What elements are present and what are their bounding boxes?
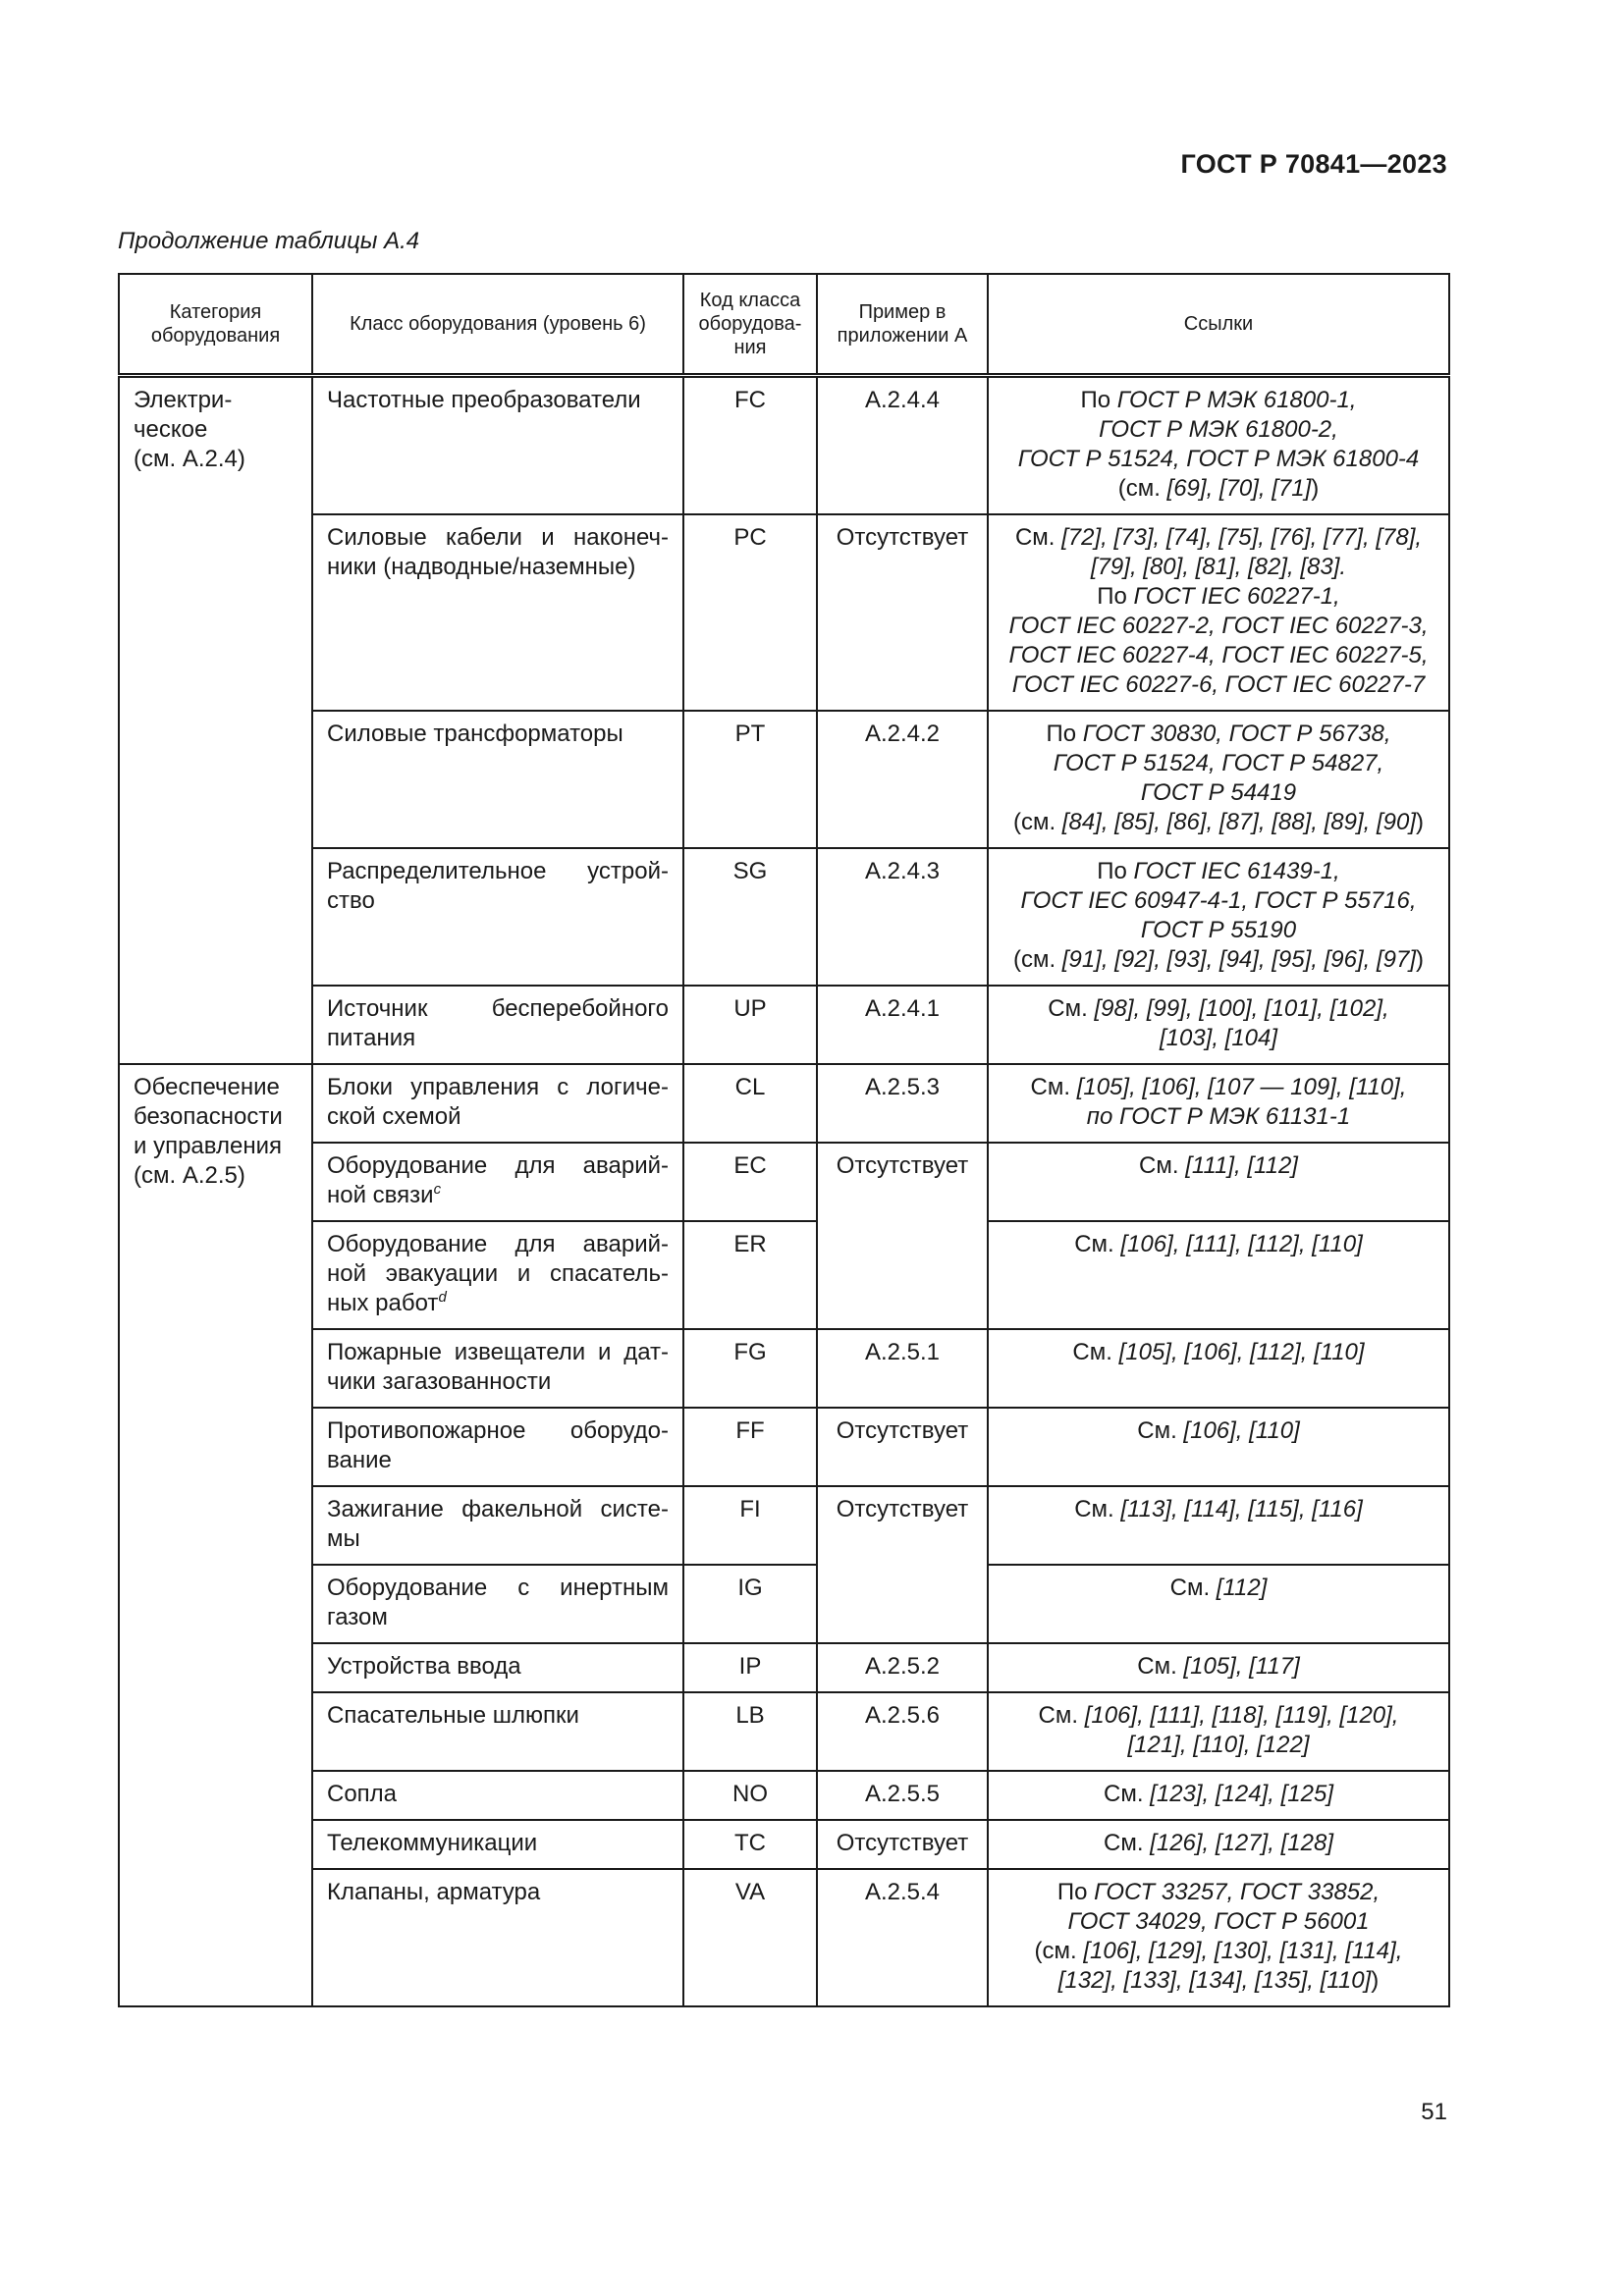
equipment-class-cell xyxy=(312,1643,683,1692)
table-row xyxy=(119,1820,1449,1869)
reference-line xyxy=(1002,808,1435,837)
table-row xyxy=(119,514,1449,711)
reference-line xyxy=(1002,1024,1435,1053)
table-row xyxy=(119,1408,1449,1486)
references-cell xyxy=(988,1869,1449,2006)
reference-segment: [106], [111], [112], [110] xyxy=(1120,1231,1363,1257)
class-code-cell: PC xyxy=(683,514,817,711)
reference-line xyxy=(1002,886,1435,916)
reference-segment: [123], [124], [125] xyxy=(1150,1781,1333,1807)
equipment-class-cell xyxy=(312,1486,683,1565)
reference-segment: [72], [73], [74], [75], [76], [77], [78], xyxy=(1061,524,1423,551)
class-code-cell: UP xyxy=(683,986,817,1064)
equipment-class-text: Силовые кабели и наконеч- ники (надводные/наземные) xyxy=(327,524,669,580)
reference-line xyxy=(1002,553,1435,582)
equipment-class-cell xyxy=(312,514,683,711)
reference-line xyxy=(1002,994,1435,1024)
reference-line xyxy=(1002,1574,1435,1603)
equipment-class-text: Оборудование с инертным газом xyxy=(327,1575,669,1630)
reference-segment: [69], [70], [71] xyxy=(1166,475,1312,502)
reference-line xyxy=(1002,1495,1435,1524)
equipment-class-text: Частотные преобразователи xyxy=(327,387,641,413)
reference-segment: [121], [110], [122] xyxy=(1127,1732,1310,1758)
equipment-table xyxy=(118,273,1450,2007)
reference-segment: См. xyxy=(1074,1496,1121,1522)
reference-segment: По xyxy=(1056,1879,1095,1905)
class-code-cell: FC xyxy=(683,376,817,515)
reference-segment: [105], [106], [107 — 109], [110], xyxy=(1076,1074,1407,1100)
page-number: 51 xyxy=(1421,2099,1447,2125)
table-row xyxy=(119,1869,1449,2006)
header-category: Категория оборудования xyxy=(119,274,312,376)
reference-line xyxy=(1002,1701,1435,1731)
reference-line xyxy=(1002,1829,1435,1858)
class-code-cell: TC xyxy=(683,1820,817,1869)
equipment-class-cell xyxy=(312,711,683,848)
reference-segment: ГОСТ Р 51524, ГОСТ Р 54827, xyxy=(1053,750,1384,776)
equipment-class-text: Клапаны, арматура xyxy=(327,1879,541,1905)
header-references: Ссылки xyxy=(988,274,1449,376)
reference-line xyxy=(1002,641,1435,670)
equipment-class-cell xyxy=(312,1565,683,1643)
references-cell xyxy=(988,1143,1449,1221)
equipment-class-text: Зажигание факельной систе- мы xyxy=(327,1496,669,1552)
reference-segment: По xyxy=(1046,721,1083,747)
table-row xyxy=(119,1064,1449,1143)
reference-segment: По xyxy=(1097,583,1134,610)
table-row xyxy=(119,1771,1449,1820)
reference-segment: ГОСТ IEC 60227-6, ГОСТ IEC 60227-7 xyxy=(1011,671,1426,698)
class-code-cell: IP xyxy=(683,1643,817,1692)
class-code-cell: CL xyxy=(683,1064,817,1143)
equipment-class-text: Сопла xyxy=(327,1781,398,1807)
equipment-class-cell xyxy=(312,1064,683,1143)
reference-line xyxy=(1002,1102,1435,1132)
table-caption: Продолжение таблицы А.4 xyxy=(118,228,420,254)
reference-segment: См. xyxy=(1072,1339,1119,1365)
equipment-class-cell xyxy=(312,1869,683,2006)
footnote-marker: d xyxy=(438,1289,447,1306)
references-cell xyxy=(988,1692,1449,1771)
references-cell xyxy=(988,376,1449,515)
class-code-cell: FG xyxy=(683,1329,817,1408)
references-cell xyxy=(988,986,1449,1064)
reference-segment: ГОСТ 34029, ГОСТ Р 56001 xyxy=(1067,1908,1370,1935)
references-cell xyxy=(988,1408,1449,1486)
reference-segment: ГОСТ IEC 60947-4-1, ГОСТ Р 55716, xyxy=(1020,887,1417,914)
reference-segment: (см. xyxy=(1012,809,1062,835)
reference-line xyxy=(1002,1780,1435,1809)
equipment-class-text: Силовые трансформаторы xyxy=(327,721,623,747)
reference-segment: [111], [112] xyxy=(1185,1152,1298,1179)
class-code-cell: SG xyxy=(683,848,817,986)
reference-segment: [105], [117] xyxy=(1183,1653,1300,1680)
document-code: ГОСТ Р 70841—2023 xyxy=(1180,149,1447,179)
reference-line xyxy=(1002,945,1435,975)
reference-segment: [132], [133], [134], [135], [110] xyxy=(1057,1967,1372,1994)
reference-line xyxy=(1002,582,1435,612)
table-row xyxy=(119,1565,1449,1643)
reference-segment: [126], [127], [128] xyxy=(1150,1830,1333,1856)
class-code-cell: NO xyxy=(683,1771,817,1820)
table-header-row xyxy=(119,274,1449,376)
reference-line xyxy=(1002,670,1435,700)
reference-line xyxy=(1002,1907,1435,1937)
category-cell xyxy=(119,1064,312,2006)
example-cell: Отсутствует xyxy=(817,1820,988,1869)
reference-line xyxy=(1002,916,1435,945)
equipment-class-cell xyxy=(312,1221,683,1329)
reference-segment: ) xyxy=(1416,946,1425,973)
reference-segment: [106], [110] xyxy=(1183,1417,1300,1444)
example-cell: Отсутствует xyxy=(817,1486,988,1643)
reference-segment: [112] xyxy=(1216,1575,1268,1601)
equipment-class-cell xyxy=(312,1692,683,1771)
reference-segment: [106], [111], [118], [119], [120], xyxy=(1084,1702,1399,1729)
references-cell xyxy=(988,711,1449,848)
equipment-class-cell xyxy=(312,1408,683,1486)
reference-segment: ГОСТ Р МЭК 61800-2, xyxy=(1099,416,1338,443)
reference-segment: (см. xyxy=(1034,1938,1084,1964)
category-line: ческое xyxy=(134,416,208,443)
reference-line xyxy=(1002,1966,1435,1996)
example-cell: А.2.5.6 xyxy=(817,1692,988,1771)
example-cell: А.2.4.1 xyxy=(817,986,988,1064)
class-code-cell: EC xyxy=(683,1143,817,1221)
equipment-class-text: Противопожарное оборудо- вание xyxy=(327,1417,669,1473)
table-row xyxy=(119,1692,1449,1771)
example-cell: А.2.5.5 xyxy=(817,1771,988,1820)
class-code-cell: PT xyxy=(683,711,817,848)
example-cell: А.2.5.3 xyxy=(817,1064,988,1143)
table-row xyxy=(119,1486,1449,1565)
class-code-cell: LB xyxy=(683,1692,817,1771)
table-row xyxy=(119,711,1449,848)
reference-segment: См. xyxy=(1169,1575,1217,1601)
reference-segment: [84], [85], [86], [87], [88], [89], [90] xyxy=(1061,809,1417,835)
reference-segment: [98], [99], [100], [101], [102], xyxy=(1094,995,1389,1022)
references-cell xyxy=(988,1643,1449,1692)
reference-line xyxy=(1002,386,1435,415)
reference-line xyxy=(1002,1937,1435,1966)
header-class: Класс оборудования (уровень 6) xyxy=(312,274,683,376)
example-cell: Отсутствует xyxy=(817,1143,988,1329)
category-line: Обеспечение xyxy=(134,1074,280,1100)
equipment-class-text: Блоки управления с логиче- ской схемой xyxy=(327,1074,669,1130)
table-row xyxy=(119,1643,1449,1692)
equipment-class-text: Телекоммуникации xyxy=(327,1830,538,1856)
reference-line xyxy=(1002,1151,1435,1181)
reference-segment: ГОСТ 33257, ГОСТ 33852, xyxy=(1094,1879,1380,1905)
equipment-class-cell xyxy=(312,1329,683,1408)
class-code-cell: IG xyxy=(683,1565,817,1643)
example-cell: А.2.5.4 xyxy=(817,1869,988,2006)
table-row xyxy=(119,376,1449,515)
references-cell xyxy=(988,1221,1449,1329)
table-row xyxy=(119,986,1449,1064)
reference-line xyxy=(1002,474,1435,504)
references-cell xyxy=(988,1820,1449,1869)
reference-line xyxy=(1002,1652,1435,1682)
table-row xyxy=(119,848,1449,986)
equipment-class-text: Спасательные шлюпки xyxy=(327,1702,579,1729)
category-line: (см. А.2.4) xyxy=(134,446,245,472)
reference-segment: (см. xyxy=(1117,475,1167,502)
reference-segment: ГОСТ Р 55190 xyxy=(1140,917,1297,943)
reference-segment: По xyxy=(1080,387,1117,413)
reference-segment: См. xyxy=(1104,1830,1151,1856)
example-cell: А.2.4.2 xyxy=(817,711,988,848)
table-row xyxy=(119,1221,1449,1329)
reference-line xyxy=(1002,1416,1435,1446)
equipment-class-text: Источник бесперебойного питания xyxy=(327,995,669,1051)
references-cell xyxy=(988,1329,1449,1408)
class-code-cell: FF xyxy=(683,1408,817,1486)
references-cell xyxy=(988,1064,1449,1143)
equipment-class-text: Распределительное устрой- ство xyxy=(327,858,669,914)
reference-segment: См. xyxy=(1030,1074,1077,1100)
category-line: Электри- xyxy=(134,387,233,413)
reference-line xyxy=(1002,1073,1435,1102)
reference-segment: (см. xyxy=(1012,946,1062,973)
reference-segment: ГОСТ IEC 60227-1, xyxy=(1133,583,1340,610)
category-line: и управления xyxy=(134,1133,282,1159)
equipment-class-text: Оборудование для аварий- ной связи xyxy=(327,1152,669,1208)
example-cell: А.2.5.2 xyxy=(817,1643,988,1692)
reference-segment: См. xyxy=(1074,1231,1121,1257)
category-line: безопасности xyxy=(134,1103,283,1130)
equipment-class-cell xyxy=(312,1820,683,1869)
class-code-cell: VA xyxy=(683,1869,817,2006)
equipment-class-cell xyxy=(312,1771,683,1820)
reference-segment: [105], [106], [112], [110] xyxy=(1118,1339,1365,1365)
footnote-marker: c xyxy=(433,1181,442,1198)
reference-segment: ГОСТ IEC 60227-4, ГОСТ IEC 60227-5, xyxy=(1008,642,1429,668)
references-cell xyxy=(988,1771,1449,1820)
table-body xyxy=(119,376,1449,2007)
reference-segment: [103], [104] xyxy=(1159,1025,1278,1051)
equipment-class-cell xyxy=(312,848,683,986)
example-cell: А.2.4.4 xyxy=(817,376,988,515)
example-cell: Отсутствует xyxy=(817,514,988,711)
reference-segment: По xyxy=(1097,858,1134,884)
reference-segment: [106], [129], [130], [131], [114], xyxy=(1083,1938,1403,1964)
reference-segment: См. xyxy=(1038,1702,1085,1729)
equipment-class-text: Оборудование для аварий- ной эвакуации и спасатель- ных работ xyxy=(327,1231,669,1316)
reference-segment: [91], [92], [93], [94], [95], [96], [97] xyxy=(1061,946,1417,973)
reference-segment: [113], [114], [115], [116] xyxy=(1120,1496,1363,1522)
reference-segment: ) xyxy=(1371,1967,1380,1994)
reference-segment: ГОСТ 30830, ГОСТ Р 56738, xyxy=(1082,721,1391,747)
reference-segment: ) xyxy=(1311,475,1320,502)
reference-segment: См. xyxy=(1104,1781,1151,1807)
class-code-cell: FI xyxy=(683,1486,817,1565)
header-code: Код класса оборудова- ния xyxy=(683,274,817,376)
reference-line xyxy=(1002,749,1435,778)
category-cell xyxy=(119,376,312,1065)
reference-line xyxy=(1002,857,1435,886)
reference-segment: ГОСТ IEC 61439-1, xyxy=(1133,858,1340,884)
reference-line xyxy=(1002,445,1435,474)
references-cell xyxy=(988,514,1449,711)
reference-segment: ГОСТ Р 51524, ГОСТ Р МЭК 61800-4 xyxy=(1017,446,1420,472)
reference-line xyxy=(1002,1878,1435,1907)
equipment-class-cell xyxy=(312,376,683,515)
table-row xyxy=(119,1143,1449,1221)
equipment-class-text: Устройства ввода xyxy=(327,1653,521,1680)
reference-segment: [79], [80], [81], [82], [83]. xyxy=(1090,554,1347,580)
reference-line xyxy=(1002,523,1435,553)
header-example: Пример в приложении А xyxy=(817,274,988,376)
reference-segment: ГОСТ Р МЭК 61800-1, xyxy=(1116,387,1357,413)
reference-segment: ГОСТ Р 54419 xyxy=(1140,779,1297,806)
reference-segment: по ГОСТ Р МЭК 61131-1 xyxy=(1086,1103,1351,1130)
reference-line xyxy=(1002,720,1435,749)
class-code-cell: ER xyxy=(683,1221,817,1329)
reference-segment: См. xyxy=(1048,995,1095,1022)
reference-line xyxy=(1002,1731,1435,1760)
reference-segment: См. xyxy=(1137,1653,1184,1680)
reference-segment: См. xyxy=(1137,1417,1184,1444)
reference-line xyxy=(1002,612,1435,641)
table-row xyxy=(119,1329,1449,1408)
references-cell xyxy=(988,1565,1449,1643)
reference-segment: ГОСТ IEC 60227-2, ГОСТ IEC 60227-3, xyxy=(1008,613,1429,639)
example-cell: А.2.5.1 xyxy=(817,1329,988,1408)
reference-segment: См. xyxy=(1139,1152,1186,1179)
references-cell xyxy=(988,848,1449,986)
reference-segment: См. xyxy=(1014,524,1062,551)
example-cell: А.2.4.3 xyxy=(817,848,988,986)
reference-line xyxy=(1002,1338,1435,1367)
reference-segment: ) xyxy=(1416,809,1425,835)
reference-line xyxy=(1002,1230,1435,1259)
equipment-class-cell xyxy=(312,1143,683,1221)
equipment-class-text: Пожарные извещатели и дат- чики загазованности xyxy=(327,1339,669,1395)
reference-line xyxy=(1002,415,1435,445)
reference-line xyxy=(1002,778,1435,808)
equipment-class-cell xyxy=(312,986,683,1064)
example-cell: Отсутствует xyxy=(817,1408,988,1486)
category-line: (см. А.2.5) xyxy=(134,1162,245,1189)
references-cell xyxy=(988,1486,1449,1565)
